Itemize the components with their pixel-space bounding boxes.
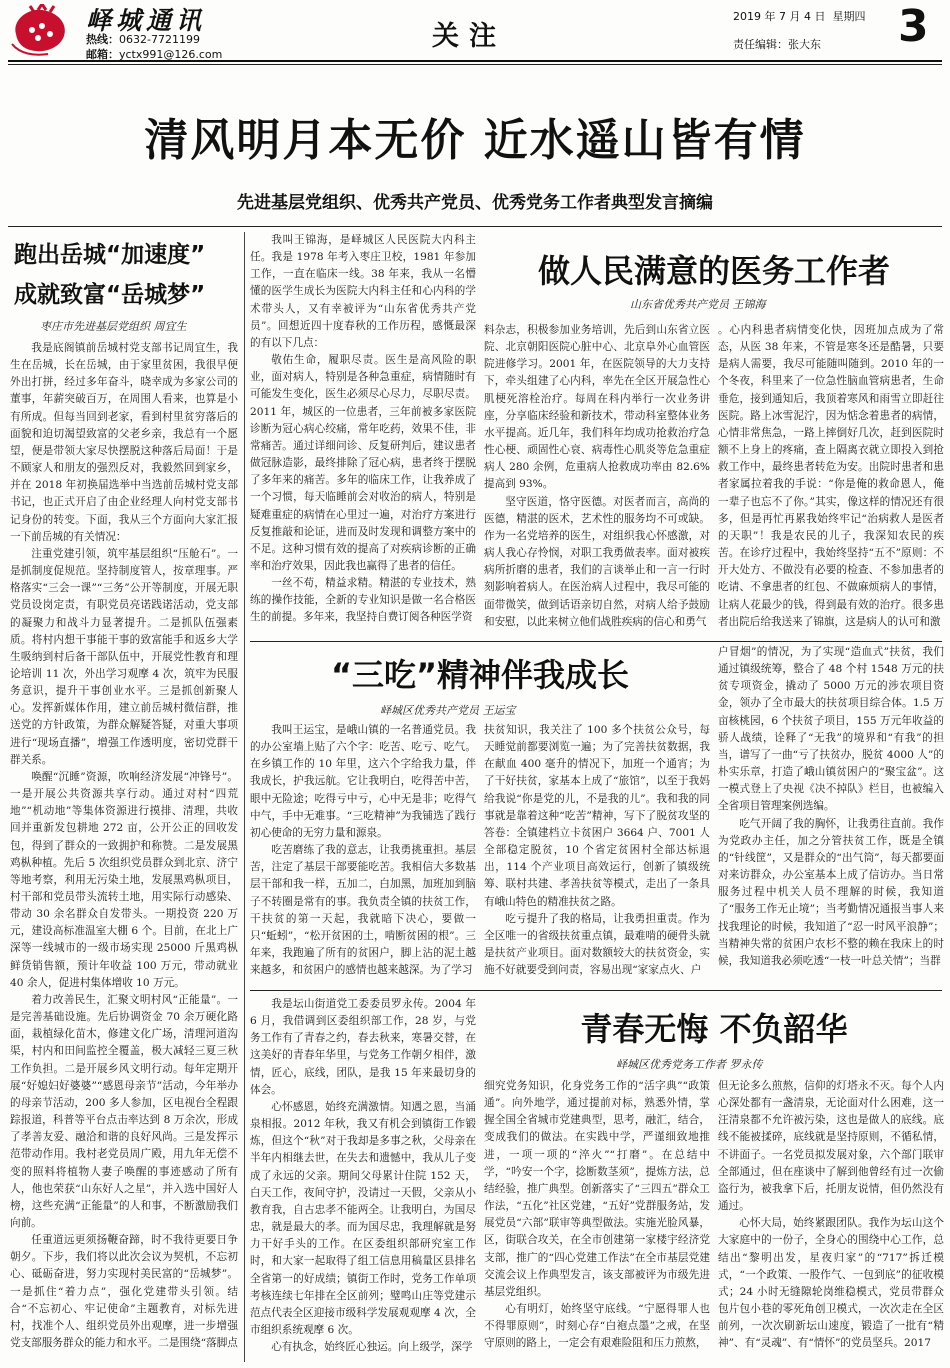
article2-byline: 山东省优秀共产党员 王锦海 xyxy=(630,298,766,311)
editor-line xyxy=(733,36,821,52)
article4-body-col1: 我是坛山街道党工委委员罗永传。2004 年 6 月，我借调到区委组织部工作，28 岁，与党务工作有了青春之约，春去秋来，寒暑交替，在这美好的青春年华里，与党务工作朝夕相伴，激情，匠心，底线，团队，是我 15 年来最切身的体会。 心怀感恩，始终充满激情。知遇之恩，当涌泉相报。2012 年秋，我又有机会到镇街工作锻炼，但这个“秋”对于我却是多事之秋，父母亲在半年内相继去世，在失去和遗憾中，我从儿子变成了永远的父亲。期间父母累计住院 152 天，白天工作，夜间守护，没请过一天假，父亲从小教育我，自古忠孝不能两全。让我明白，为国尽忠，就是最大的孝。而为国尽忠，我理解就是努力干好手头的工作。在区委组织部研究室工作时，和大家一起取得了组工信息用稿量区县排名全省第一的好成绩；镇街工作时，党务工作单项考核连续七年排在全区前列；璧鸣山庄等党建示范点代表全区迎接市级科学发展观观摩 4 次，全市组织系统观摩 6 次。 心有执念，始终匠心独运。向上级学，深学 xyxy=(250,998,476,1354)
email-label: 邮箱： xyxy=(86,48,119,61)
article1-title-line2: 成就致富“岳城梦” xyxy=(14,282,206,308)
column-divider xyxy=(244,232,245,1362)
article3-body-col1: 我叫王运宝，是峨山镇的一名普通党员。我的办公室墙上贴了六个字：吃苦、吃亏、吃气。在乡镇工作的 10 年里，这六个字给我力量，伴我成长，护我远航。它让我明白，吃得苦中苦，眼中无险途；吃得亏中亏，心中无是非；吃得气中气，手中无难事。“三吃精神”为我铺选了践行初心使命的无穷力量和源泉。 吃苦磨练了我的意志，让我勇挑重担。基层苦，注定了基层干部要能吃苦。我相信大多数基层干部和我一样，五加二，白加黑，加班加到脑子不转圈是常有的事。我负责全镇的扶贫工作，干扶贫的第一天起，我就暗下决心，要做一只“蚯蚓”，“松开贫困的土，啃断贫困的根”。三年来，我跑遍了所有的贫困户，脚上沾的泥土越来越多，和贫困户的感情也越来越深。为了学习 xyxy=(250,724,476,977)
article4-title: 青春无悔 不负韶华 xyxy=(580,1010,848,1048)
article2-body-col3: 。心内科患者病情变化快，因班加点成为了常态，从医 38 年来，不管是寒冬还是酷暑，只要是病人需要，我尽可能随叫随到。2010 年的一个冬夜，科里来了一位急性脑血管病患者，生命垂危，接到通知后，我顶着寒风和雨雪立即赶往医院。路上冰雪泥泞，因为惦念着患者的病情，心情非常焦急，一路上摔倒好几次，赶到医院时额不上身上的疼痛，查上隔离衣就立即投入到抢救工作中，最终患者转危为安。出院时患者和患者家属拉着我的手说：“你是俺的救命恩人，俺一辈子也忘不了你。”其实，像这样的情况还有很多，但是再忙再累我始终牢记“治病救人是医者的天职”！我是农民的儿子，我深知农民的疾苦。在诊疗过程中，我始终坚持“五不”原则：不开大处方、不做没有必要的检查、不参加患者的吃请、不拿患者的红包、不做麻烦病人的事情，让病人花最少的钱，得到最有效的治疗。很多患者出院后给我送来了锦旗，这是病人的认可和激 xyxy=(718,324,944,628)
article4-byline: 峄城区优秀党务工作者 罗永传 xyxy=(616,1058,763,1071)
article2-body-col1: 我叫王锦海，是峄城区人民医院大内科主任。我是 1978 年考入枣庄卫校，1981 年参加工作，一直在临床一线。38 年来，我从一名懵懂的医学生成长为医院大内科主任和心内科的学术带头人，又有幸被评为“山东省优秀共产党员”。回想近四十度春秋的工作历程，感慨最深的有以下几点： 敬佑生命，履职尽责。医生是高风险的职业，面对病人，特别是各种急重症，病情随时有可能发生变化，医生必须尽心尽力，尽职尽责。2011 年，城区的一位患者，三年前被多家医院诊断为冠心病心绞痛，常年吃药，效果不佳，非常痛苦。通过详细问诊、反复研判后，建议患者做冠脉造影，最终排除了冠心病，患者终于摆脱了多年来的痛苦。多年的临床工作，让我养成了一个习惯，每天临睡前会对收治的病人，特别是疑难重症的病情在心里过一遍，对治疗方案进行反复推敲和论证，进而及时发现和调整方案中的不足。这种习惯有效的提高了对疾病诊断的正确率和治疗效果，因此我也赢得了患者的信任。 一丝不苟，精益求精。精湛的专业技术，熟练的操作技能，全新的专业知识是做一名合格医生的前提。多年来，我坚持自费订阅各种医学资 xyxy=(250,234,476,624)
article1-title-line1: 跑出岳城“加速度” xyxy=(14,242,206,268)
article3-body-col3: 户冒烟”的情况，为了实现“造血式”扶贫，我们通过镇级统筹，整合了 48 个村 1548 万元的扶贫专项资金，撬动了 5000 万元的涉农项目资金，领办了全市最大的扶贫项目综合体。1.5 万亩核桃园，6 个扶贫子项目，155 万元年收益的骄人战绩，诠释了“无我”的境界和“有我”的担当，谱写了一曲“亏了扶贫办，脱贫 4000 人”的朴实乐章，打造了峨山镇贫困户的“聚宝盆”。这一模式登上了央视《决不掉队》栏目，也被编入全省项目管理案例选编。 吃气开阔了我的胸怀，让我勇往直前。我作为党政办主任，加之分管扶贫工作，既是全镇的“针线筐”，又是群众的“出气筒”，每天都要面对来访群众，办公室基本上成了信访办。当日常服务过程中机关人员不理解的时候，我知道了“服务工作无止境”；当考勤情况通报当事人来找我理论的时候，我知道了“忍一时风平浪静”；当精神失常的贫困户农杉不整的赖在我床上的时候，我知道我必须吃透“一枝一叶总关情”；当群 xyxy=(718,646,944,967)
email-address: yctx991@126.com xyxy=(119,48,223,61)
article1-body: 我是底阁镇前岳城村党支部书记周宜生，我生在岳城，长在岳城，由于家里贫困，我很早便外出打拼，经过多年奋斗，晓幸成为多家公司的董事，年薪突破百万，在周围人看来，也算是小有所成。但每当回到老家，看到村里贫穷落后的面貌和迫切渴望致富的父老乡亲，我总有一个愿望，便是带领大家尽快摆脱这种落后局面！于是不顾家人和朋友的强烈反对，我毅然回到家乡，并在 2018 年初换届选举中当选前岳城村党支部书记，也正式开启了由企业经理人向村党支部书记身份的转变。下面，我从三个方面向大家汇报一下前岳城的有关情况： 注重党建引领，筑牢基层组织“压舱石”。一是抓制度促规范。坚持制度管人，按章理事。严格落实“三会一课”“三务”公开等制度，开展无职党员设岗定责，有职党员亮诺践诺活动，党支部的凝聚力和战斗力显著提升。二是抓队伍强素质。将村内想干事能干事的致富能手和返乡大学生吸纳到村后备干部队伍中，开展党性教育和理论培训 11 次，外出学习观摩 4 次，筑牢为民服务意识，提升干事创业水平。三是抓创新聚人心。发挥新媒体作用，建立前岳城村微信群，推送党的方针政策，为群众解疑答疑，对重大事项进行“现场直播”，增强工作透明度，密切党群干群关系。 唤醒“沉睡”资源，吹响经济发展“冲锋号”。一是开展公共资源共享行动。通过对村“四荒地”“机动地”等集体资源进行摸排、清理，共收回并重新发包耕地 272 亩，公开公正的回收发包，得到了群众的一致拥护和称赞。二是发展黑鸡枞种植。先后 5 次组织党员群众到北京、济宁等地考察，利用无污染土地，发展黑鸡枞项目，村干部和党员带头流转土地，用实际行动感染、带动 30 余名群众自发带头。一期投资 220 万元，建设高标准温室大棚 6 个。目前，在北上广深等一线城市的一级市场实现 25000 斤黑鸡枞鲜货销售额，预计年收益 100 万元，带动就业 40 余人，促进村集体增收 10 万元。 着力改善民生，汇聚文明村风“正能量”。一是完善基础设施。先后协调资金 70 余万硬化路面，栽植绿化苗木，修建文化广场，清理河道沟渠，村内和田间监控全覆盖，极大减轻三夏三秋工作负担。二是开展乡风文明行动。每年定期开展“好媳妇好婆婆”“感恩母亲节”活动，今年举办的母亲节活动，200 多人参加，区电视台全程跟踪报道，科普等平台点击率达到 8 万余次，形成了孝善友爱、融洽和谐的良好风尚。三是发挥示范带动作用。我村老党员周广殿，用九年无偿不变的照料将植物人妻子唤醒的事迹感动了所有人，他也荣获“山东好人之星”，并入选中国好人榜，这些充满“正能量”的人和事，不断激励我们向前。 任重道远更须扬鞭奋蹄，时不我待更要日争朝夕。下步，我们将以此次会议为契机，不忘初心、砥砺奋进，努力实现村美民富的“岳城梦”。一是抓住“着力点”，强化党建带头引领。结合“不忘初心、牢记使命”主题教育，对标先进村，找准个人、组织党员外出观摩，进一步增强党支部服务群众的能力和水平。二是围绕“落脚点 xyxy=(10,342,238,1350)
hotline-number: 0632-7721199 xyxy=(119,33,200,46)
sub-headline: 先进基层党组织、优秀共产党员、优秀党务工作者典型发言摘编 xyxy=(237,193,713,213)
contact-block xyxy=(86,32,222,62)
issue-date: 2019 年 7 月 4 日 xyxy=(733,10,826,23)
article2-body-col2: 料杂志，积极参加业务培训，先后到山东省立医院、北京朝阳医院心脏中心、北京阜外心血管医院进修学习。2001 年，在医院领导的大力支持下，牵头组建了心内科，率先在全区开展急性心肌梗死溶栓治疗。每周在科内举行一次业务讲座，分享临床经验和新技术，带动科室整体业务水平提高。近几年，我们科年均成功抢救治疗急性心梗、顽固性心衰、病毒性心肌炎等危急重症病人 280 余例，危重病人抢救成功率由 82.6% 提高到 93%。 坚守医道，恪守医德。对医者而言，高尚的医德，精湛的医术，艺术性的服务均不可或缺。作为一名党培养的医生，对组织我心怀感激，对病人我心存怜悯，对职工我勇做表率。面对被疾病所折磨的患者，我们的言谈举止和一言一行时刻影响着病人。在医治病人过程中，我尽可能的面带微笑，做到话语亲切自然，对病人给予鼓励和安慰，以此来树立他们战胜疾病的信心和勇气 xyxy=(484,324,710,628)
article3-title: “三吃”精神伴我成长 xyxy=(330,656,630,694)
issue-weekday: 星期四 xyxy=(832,10,866,23)
pomegranate-logo-icon xyxy=(8,4,74,56)
hotline-label: 热线： xyxy=(86,33,119,46)
editor-name: 张大东 xyxy=(788,38,821,51)
section-title: 关注 xyxy=(432,21,506,52)
article1-byline: 枣庄市先进基层党组织 周宜生 xyxy=(40,320,187,333)
article2-title: 做人民满意的医务工作者 xyxy=(537,252,890,290)
paper-name: 峄城通讯 xyxy=(86,6,207,35)
article4-body-col3: 但无论多么煎熬，信仰的灯塔永不灭。每个人内心深处都有一盏清泉，无论面对什么困难，这一汪清泉都不允许被污染，这也是做人的底线。底线不能被揉碎，底线就是坚持原则，不循私情，不讲面子。一名党员拟发展对象，六个部门联审全部通过，但在座谈中了解到他曾经有过一次偷盗行为，被我拿下后，托朋友说情，但仍然没有通过。 心怀大局，始终紧跟团队。我作为坛山这个大家庭中的一份子，全身心的围绕中心工作，总结出“黎明出发，星夜归家”的“717”拆迁模式，“一个政策、一股作气、一包到底”的征收模式；24 小时无缝隙轮岗维稳模式，党员带群众包片包小巷的零死角创卫模式，一次次走在全区前列，一次次刷新坛山速度，锻造了一批有“精神”、有“灵魂”、有“情怀”的党员坚兵。2017 xyxy=(718,1080,944,1350)
article3-body-col2: 扶贫知识，我关注了 100 多个扶贫公众号，每天睡觉前都要浏览一遍；为了完善扶贫数据，我在献血 400 毫升的情况下，加班一个通宵；为了干好扶贫，家基本上成了“旅馆”，以至于我妈给我说“你是党的儿，不是我的儿”。我和我的同事就是靠着这种“吃苦”精神，写下了脱贫攻坚的答卷：全镇建档立卡贫困户 3664 户、7001 人全部稳定脱贫，10 个省定贫困村全部达标退出，114 个产业项目高效运行，创新了镇级统筹、联村共建、孝善扶贫等模式，走出了一条具有峨山特色的精准扶贫之路。 吃亏提升了我的格局，让我勇担重责。作为全区唯一的省级扶贫重点镇，最难啃的硬骨头就是扶贫产业项目。面对数额较大的扶贫资金，实施不好就要受到问责，容易出现“家家点火、户 xyxy=(484,724,710,977)
main-headline: 清风明月本无价 近水遥山皆有情 xyxy=(144,115,806,166)
editor-label: 责任编辑： xyxy=(733,38,788,51)
page-number: 3 xyxy=(898,1,929,52)
masthead-rule-thin xyxy=(8,64,942,65)
article3-byline: 峄城区优秀共产党员 王运宝 xyxy=(380,704,516,717)
section-rule xyxy=(250,990,942,991)
headline-rule xyxy=(8,226,942,227)
masthead-rule xyxy=(8,60,942,62)
date-line xyxy=(733,8,865,24)
section-rule xyxy=(250,641,942,642)
article4-body-col2: 细究党务知识，化身党务工作的“活字典”“政策通”。向外地学，通过提前对标，熟悉外情，掌握全国全省城市党建典型，思考，融汇，结合，变成我们的做法。在实践中学，严谨细致地推进，一项一项的“淬火”“打磨”。在总结中学，“吟安一个字，捻断数茎须”，提炼方法，总结经验，推广典型。创新落实了“三四五”群众工作法，“五化”社区党建，“五好”党群服务站，发展党员“六部”联审等典型做法。实施光脸风暴，区，街联合攻关，在全市创建第一家楼宇经济党支部，推广的“四心党建工作法”在全市基层党建交流会议上作典型发言，该支部被评为市级先进基层党组织。 心有明灯，始终坚守底线。“宁愿得罪人也不得罪原则”，时刻心存“白袍点墨”之戒，在坚守原则的路上，一定会有艰难险阻和压力煎熬， xyxy=(484,1080,710,1350)
